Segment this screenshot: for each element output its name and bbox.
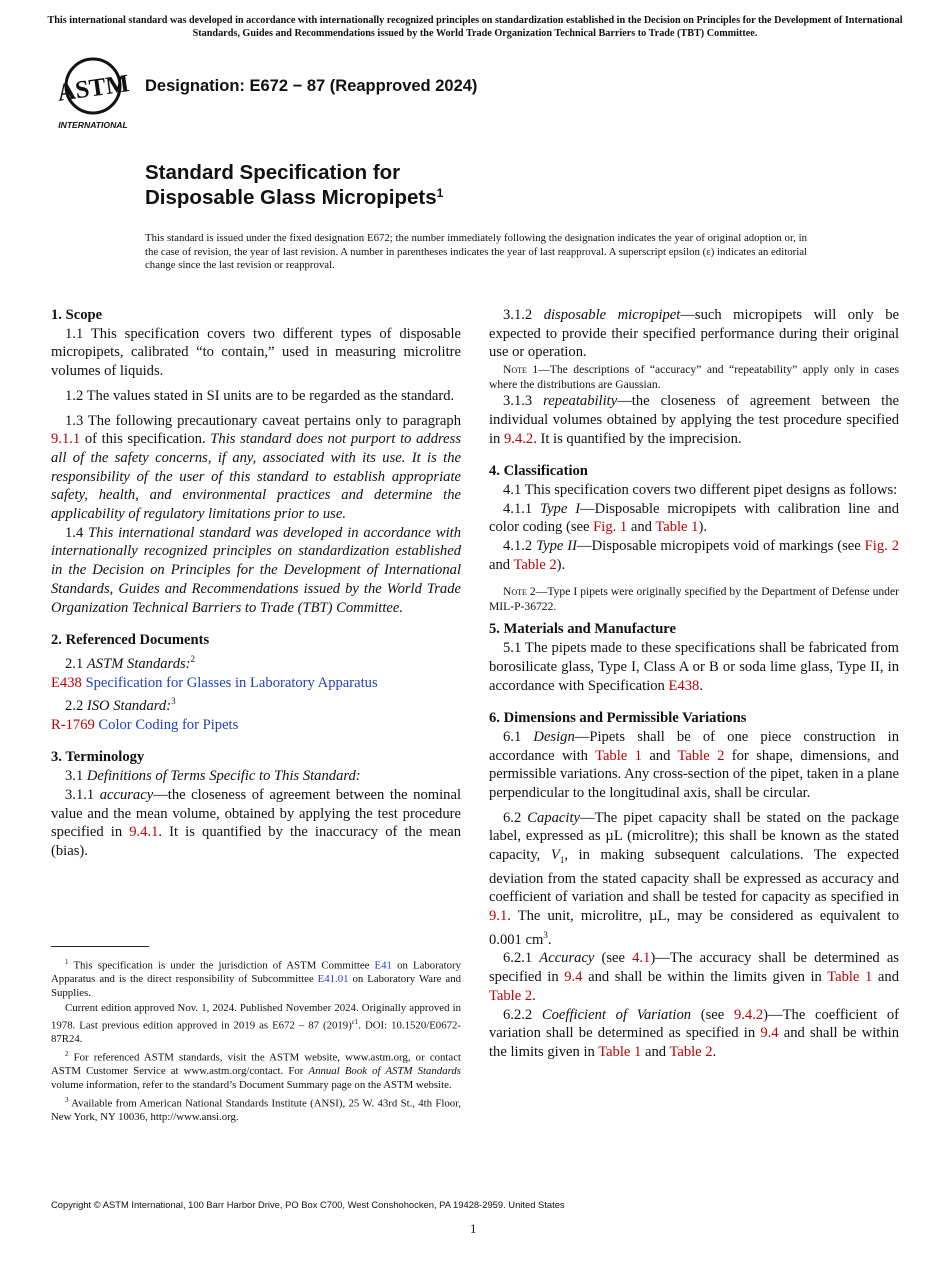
title-line-1: Standard Specification for — [145, 161, 401, 184]
footnote-2: $^2$ For referenced ASTM standards, visit the ASTM website, www.astm.org, or contact ASTM Customer Service at www.astm.org/contact. For Annual Book of ASTM Standards volume information, refer to the standard’s Document Summary page on the ASTM website. — [51, 1050, 461, 1091]
astm-logo — [52, 56, 134, 132]
para-1-1: 1.1 This specification covers two different types of disposable micropipets, calibrated “to contain,” used in measuring microlitre volumes of liquids. — [51, 325, 461, 380]
footnote-1-edition: Current edition approved Nov. 1, 2024. Published November 2024. Originally approved in 1978. Last previous edition approved in 2019 as E672 – 87 $(2019)^{\varepsilon 1}$. DOI: 10.1520/E0672-87R24. — [51, 1002, 461, 1045]
para-3-1: 3.1 Definitions of Terms Specific to This Standard: — [65, 768, 361, 785]
para-3-1-2: 3.1.2 disposable micropipet—such micropipets will only be expected to provide their specified performance during their original use or operation. — [489, 307, 900, 361]
link-table-2-design[interactable]: Table 2 — [677, 747, 725, 764]
para-6-2-1: 6.2.1 Accuracy (see 4.1)—The accuracy shall be determined as specified in 9.4 and shall be within the limits given in Table 1 and Table 2. — [489, 950, 899, 1004]
link-table-2-accuracy[interactable]: Table 2 — [489, 987, 533, 1004]
link-e41-01[interactable]: E41.01 — [317, 973, 349, 986]
footnote-3: $^3$ Available from American National Standards Institute (ANSI), 25 W. 43rd St., 4th Floor, New York, NY 10036, http://www.ansi.org. — [51, 1096, 461, 1124]
section-heading-terminology: 3. Terminology — [51, 749, 145, 766]
link-e438[interactable]: E438 — [51, 674, 82, 691]
link-fig-1[interactable]: Fig. 1 — [593, 519, 628, 536]
reference-e438 — [51, 674, 461, 693]
para-6-2-2: 6.2.2 Coefficient of Variation (see 9.4.2)—The coefficient of variation shall be determined as specified in 9.4 and shall be within the limits given in Table 1 and Table 2. — [489, 1006, 899, 1060]
left-column — [51, 306, 461, 861]
footnotes — [51, 956, 461, 1127]
para-4-1: 4.1 This specification covers two different pipet designs as follows: — [503, 481, 898, 498]
link-table-1-design[interactable]: Table 1 — [595, 747, 642, 764]
section-heading-dimensions: 6. Dimensions and Permissible Variations — [489, 710, 747, 727]
right-column — [489, 306, 899, 1062]
link-table-1-accuracy[interactable]: Table 1 — [827, 969, 873, 986]
link-9-1[interactable]: 9.1 — [489, 908, 508, 925]
para-6-1: 6.1 Design—Pipets shall be of one piece construction in accordance with Table 1 and Table 2 for shape, dimensions, and permissible variations. Any cross-section of the pipet, taken in a plane perpendicular to the longitudinal axis, shall be circular. — [489, 728, 900, 802]
note-1: Note 1—The descriptions of “accuracy” and “repeatability” apply only in cases where the distributions are Gaussian. — [489, 363, 899, 392]
link-r1769[interactable]: R-1769 — [51, 716, 95, 733]
para-1-3: 1.3 The following precautionary caveat pertains only to paragraph 9.1.1 of this specification. This standard does not purport to address all of the safety concerns, if any, associated with its use. It is the responsibility of the user of this standard to establish appropriate safety, health, and environmental practices and determine the applicability of regulatory limitations prior to use. — [51, 412, 461, 523]
para-6-2: 6.2 Capacity—The pipet capacity shall be stated on the package label, expressed as µL (microlitre); this shall be known as the stated capacity, $V_1$, in making subsequent calculations. The expected deviation from the stated capacity shall be expressed as accuracy and coefficient of variation and shall be tested for capacity as specified in 9.1. The unit, microlitre, µL, may be considered as equivalent to 0.001 $cm^3$. — [489, 809, 900, 948]
para-4-1-1: 4.1.1 Type I—Disposable micropipets with calibration line and color coding (see Fig. 1 and Table 1). — [489, 500, 900, 536]
section-heading-materials: 5. Materials and Manufacture — [489, 621, 676, 638]
para-4-1-2: 4.1.2 Type II—Disposable micropipets void of markings (see Fig. 2 and Table 2). — [489, 538, 899, 573]
link-e438-spec[interactable]: E438 — [668, 677, 700, 694]
section-heading-scope: 1. Scope — [51, 307, 103, 323]
page-number: 1 — [470, 1221, 477, 1236]
para-1-4: 1.4 This international standard was developed in accordance with internationally recognized principles on standardization established in the Decision on Principles for the Development of International Standards, Guides and Recommendations issued by the World Trade Organization Technical Barriers to Trade (TBT) Committee. — [51, 524, 462, 616]
para-2-1: 2.1 ASTM Standards:$^2$ — [65, 653, 196, 672]
copyright: Copyright © ASTM International, 100 Barr Harbor Drive, PO Box C700, West Conshohocken, PA 19428-2959. United States — [51, 1199, 565, 1210]
logo-subtext: INTERNATIONAL — [58, 120, 128, 130]
link-e438-title[interactable]: Specification for Glasses in Laboratory Apparatus — [81, 674, 378, 691]
link-table-2-cv[interactable]: Table 2 — [669, 1043, 713, 1060]
link-table-1[interactable]: Table 1 — [655, 519, 699, 536]
section-heading-referenced-documents: 2. Referenced Documents — [51, 632, 210, 649]
link-e41[interactable]: E41 — [374, 959, 392, 972]
para-2-2: 2.2 ISO Standard:$^3$ — [65, 696, 176, 715]
link-r1769-title[interactable]: Color Coding for Pipets — [94, 716, 239, 733]
title-line-2: Disposable Glass Micropipets — [145, 186, 437, 209]
title-footnote-marker: 1 — [436, 186, 444, 200]
link-9-1-1[interactable]: 9.1.1 — [51, 431, 81, 448]
link-table-2[interactable]: Table 2 — [513, 556, 557, 573]
link-9-4[interactable]: 9.4 — [564, 969, 583, 986]
note-2: Note 2—Type I pipets were originally specified by the Department of Defense under MIL-P-36722. — [489, 585, 899, 614]
link-9-4-1[interactable]: 9.4.1 — [129, 824, 159, 841]
reference-r1769 — [51, 716, 461, 735]
document-title — [145, 160, 443, 210]
link-table-1-cv[interactable]: Table 1 — [598, 1043, 642, 1060]
link-4-1[interactable]: 4.1 — [632, 950, 651, 967]
issuance-notice: This standard is issued under the fixed designation E672; the number immediately following the designation indicates the year of original adoption or, in the case of revision, the year of last revision. A number in parentheses indicates the year of last reapproval. A superscript epsilon (ε) indicates an editorial change since the last revision or reapproval. — [145, 232, 807, 271]
designation: Designation: E672 − 87 (Reapproved 2024) — [145, 77, 478, 95]
link-fig-2[interactable]: Fig. 2 — [864, 538, 899, 555]
para-3-1-1: 3.1.1 accuracy—the closeness of agreement between the nominal value and the mean volume, obtained by applying the test procedure specified in 9.4.1. It is quantified by the inaccuracy of the mean (bias). — [51, 786, 461, 859]
tbt-banner: This international standard was developed in accordance with internationally recognized principles on standardization established in the Decision on Principles for the Development of International Standards, Guides and Recommendations issued by the World Trade Organization Technical Barriers to Trade (TBT) Committee. — [47, 15, 903, 39]
link-9-4-2-cv[interactable]: 9.4.2 — [733, 1006, 764, 1023]
para-3-1-3: 3.1.3 repeatability—the closeness of agreement between the individual volumes obtained by applying the test procedure specified in 9.4.2. It is quantified by the imprecision. — [489, 393, 899, 447]
para-1-2: 1.2 The values stated in SI units are to be regarded as the standard. — [65, 387, 455, 404]
footnote-rule — [51, 946, 149, 947]
section-heading-classification: 4. Classification — [489, 463, 588, 480]
logo-text: ASTM — [55, 70, 131, 107]
para-5-1: 5.1 The pipets made to these specifications shall be fabricated from borosilicate glass, Type I, Class A or B or soda lime glass, Type II, in accordance with Specification E438. — [489, 640, 899, 694]
link-9-4-cv[interactable]: 9.4 — [760, 1025, 779, 1042]
footnote-1: $^1$ This specification is under the jurisdiction of ASTM Committee E41 on Laboratory Apparatus and is the direct responsibility of Subcommittee E41.01 on Laboratory Ware and Supplies. — [51, 958, 461, 999]
link-9-4-2[interactable]: 9.4.2 — [504, 430, 534, 447]
